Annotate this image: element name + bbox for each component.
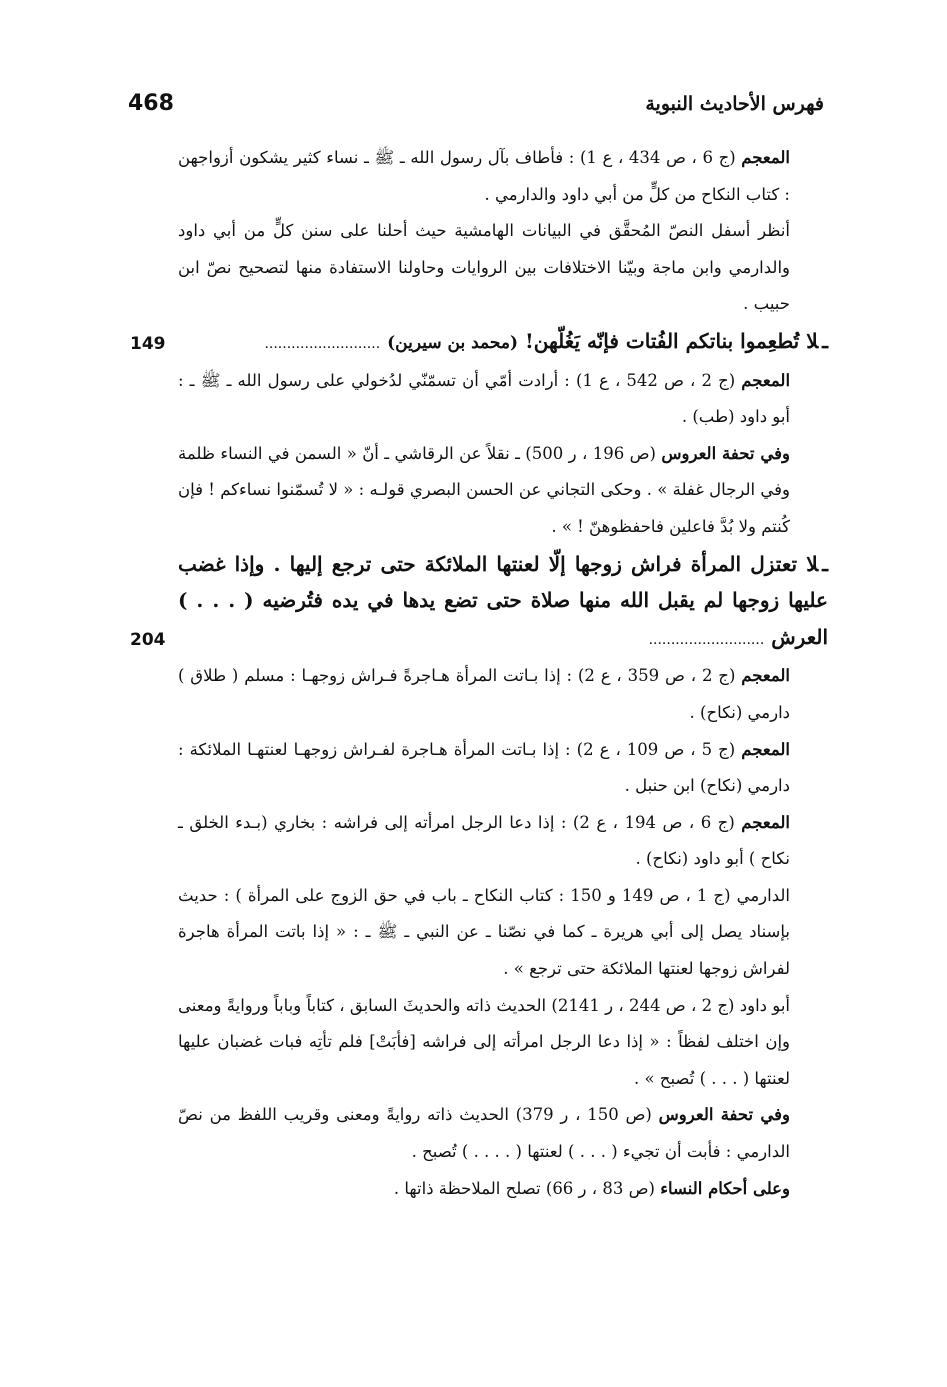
entry-dash: ـ — [822, 551, 828, 576]
reference-paragraph — [178, 805, 790, 878]
hadith-entry-204 — [130, 546, 828, 659]
source-name: وفي تحفة العروس — [661, 443, 790, 463]
page-body — [130, 140, 828, 1207]
source-name: المعجم — [741, 370, 791, 390]
hadith-narrator: (محمد بن سيرين) — [387, 332, 518, 353]
reference-paragraph — [178, 988, 790, 1098]
reference-paragraph — [178, 1171, 790, 1208]
source-name: المعجم — [741, 666, 790, 686]
leader-dots: .......................... — [648, 631, 765, 648]
leader-dots: .......................... — [264, 335, 381, 352]
reference-paragraph — [178, 878, 790, 988]
reference-text: (ج 6 ، ص 434 ، ع 1) : فأطاف بآل رسول الله ـ ﷺ ـ نساء كثير يشكون أزواجهن : كتاب النكاح من كلٍّ من أبي داود والدارمي . — [178, 148, 790, 204]
entry-dash: ـ — [822, 328, 828, 353]
reference-paragraph — [178, 436, 790, 546]
reference-text: (ج 2 ، ص 359 ، ع 2) : إذا بـاتت المرأة هـاجرةً فـراش زوجهـا : مسلم ( طلاق ) دارمي (نكاح) . — [178, 666, 790, 722]
hadith-number: 204 — [130, 629, 166, 650]
note-text: أنظر أسفل النصّ المُحقَّق في البيانات الهامشية حيث أحلنا على سنن كلٍّ من أبي داود والدارمي وابن ماجة وبيّنا الاختلافات بين الروايات وحاولنا الاستفادة منها لتصحيح نصّ ابن حبيب . — [178, 221, 790, 314]
source-name: وعلى أحكام النساء — [660, 1178, 790, 1198]
reference-text: الدارمي (ج 1 ، ص 149 و 150 : كتاب النكاح ـ باب في حق الزوج على المرأة ) : حديث بإسناد يصل إلى أبي هريرة ـ كما في نصّنا ـ عن النبي ـ ﷺ ـ : « إذا باتت المرأة هاجرة لفراش زوجها لعنتها الملائكة حتى ترجع » . — [178, 885, 790, 979]
source-name: المعجم — [741, 148, 791, 167]
hadith-text: لا تُطعِموا بناتكم الفُتات فإنّه يَغُلّهن! — [518, 328, 819, 353]
reference-paragraph — [178, 363, 790, 436]
hadith-text: لا تعتزل المرأة فراش زوجها إلّا لعنتها الملائكة حتى ترجع إليها . وإذا غضب عليها زوجها لم يقبل الله منها صلاة حتى تضع يدها في يده فتُرضيه ( . . . ) العرش — [178, 551, 828, 649]
reference-text: (ص 196 ، ر 500) ـ نقلاً عن الرقاشي ـ أنّ « السمن في النساء ظلمة وفي الرجال غفلة » . وحكى التجاني عن الحسن البصري قولـه : « لا تُسمّنوا نساءكم ! فإن كُنتم ولا بُدَّ فاعلين فاحفظوهنّ ! » . — [178, 443, 790, 536]
source-name: وفي تحفة العروس — [658, 1105, 790, 1125]
note-paragraph — [178, 213, 790, 323]
reference-paragraph — [178, 140, 790, 213]
page-header — [128, 93, 824, 123]
reference-text: (ج 5 ، ص 109 ، ع 2) : إذا بـاتت المرأة هـاجرة لفـراش زوجهـا لعنتهـا الملائكة : دارمي (نكاح) ابن حنبل . — [178, 739, 790, 796]
reference-text: (ج 2 ، ص 542 ، ع 1) : أرادت أمّي أن تسمّنّي لدُخولي على رسول الله ـ ﷺ ـ : أبو داود (طب) . — [178, 370, 790, 427]
reference-text: أبو داود (ج 2 ، ص 244 ، ر 2141) الحديث ذاته والحديثَ السابق ، كتاباً وباباً وروايةً ومعنى وإن اختلف لفظاً : « إذا دعا الرجل امرأته إلى فراشه [فأبَتْ] فلم تأتِه فبات غضبان عليها لعنتها ( . . . ) تُصبح » . — [178, 995, 790, 1088]
reference-text: (ص 83 ، ر 66) تصلح الملاحظة ذاتها . — [393, 1178, 661, 1198]
source-name: المعجم — [741, 739, 790, 759]
reference-paragraph — [178, 1097, 790, 1170]
reference-paragraph — [178, 732, 790, 805]
source-name: المعجم — [741, 812, 790, 832]
reference-text: (ج 6 ، ص 194 ، ع 2) : إذا دعا الرجل امرأته إلى فراشه : بخاري (بـدء الخلق ـ نكاح ) أبو داود (نكاح) . — [178, 812, 790, 869]
running-title: فهرس الأحاديث النبوية — [645, 93, 824, 115]
hadith-number: 149 — [130, 333, 166, 354]
hadith-entry-149 — [130, 323, 828, 363]
reference-paragraph — [178, 658, 790, 731]
page-number: 468 — [128, 91, 174, 116]
reference-text: (ص 150 ، ر 379) الحديث ذاته روايةً ومعنى وقريب اللفظ من نصّ الدارمي : فأبت أن تجيء ( . . . ) لعنتها ( . . . . ) تُصبح . — [178, 1105, 790, 1162]
